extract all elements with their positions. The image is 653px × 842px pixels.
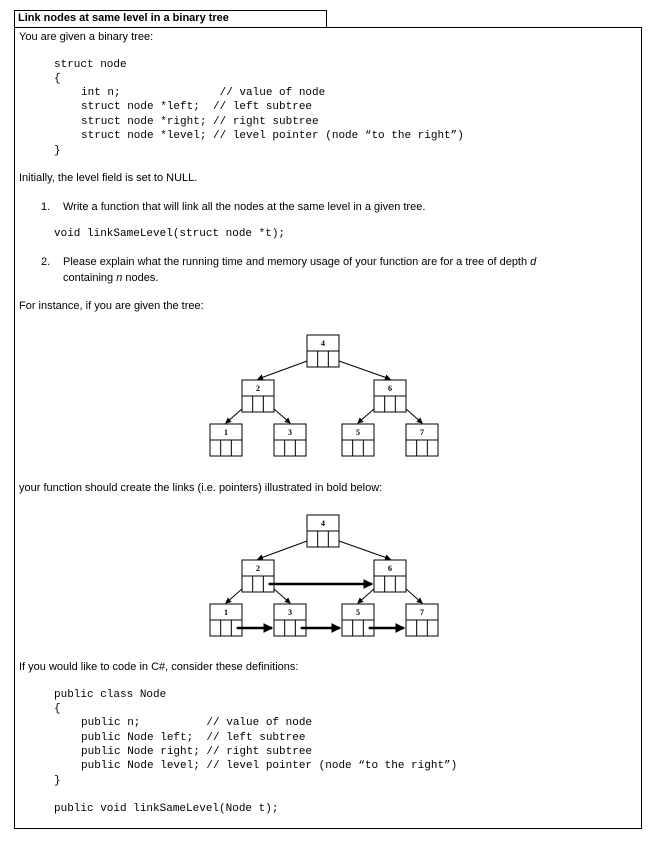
code-line: int n; // value of node xyxy=(81,87,326,99)
code-line: public Node level; // level pointer (node “to the right”) xyxy=(81,760,458,772)
node-value: 2 xyxy=(256,384,260,393)
code-line: { xyxy=(54,73,61,85)
code-line: { xyxy=(54,703,61,715)
node-value: 7 xyxy=(420,428,424,437)
cs-signature: public void linkSameLevel(Node t); xyxy=(54,803,279,815)
for-instance-text: For instance, if you are given the tree: xyxy=(19,300,204,312)
tree-node-rr xyxy=(406,424,438,456)
code-line: struct node xyxy=(54,59,127,71)
code-line: struct node *right; // right subtree xyxy=(81,116,319,128)
code-line: public n; // value of node xyxy=(81,717,313,729)
node-value: 5 xyxy=(356,428,360,437)
c-signature: void linkSameLevel(struct node *t); xyxy=(54,228,286,240)
child-pointer xyxy=(258,359,313,379)
item-number: 2. xyxy=(41,256,51,268)
intro-text: You are given a binary tree: xyxy=(19,31,154,43)
tree-node-rl xyxy=(342,424,374,456)
code-line: struct node *level; // level pointer (node “to the right”) xyxy=(81,130,464,142)
tree-node-lr xyxy=(274,604,306,636)
tree-node-root xyxy=(307,335,339,367)
node-value: 7 xyxy=(420,608,424,617)
tree-node-right xyxy=(374,380,406,412)
code-line: public Node left; // left subtree xyxy=(81,732,306,744)
result-note: your function should create the links (i.e. pointers) illustrated in bold below: xyxy=(19,482,383,494)
node-value: 3 xyxy=(288,428,292,437)
code-line: } xyxy=(54,775,61,787)
csharp-intro: If you would like to code in C#, consider these definitions: xyxy=(19,661,299,673)
tree-node-ll xyxy=(210,424,242,456)
item-text-part: nodes. xyxy=(122,272,159,284)
item-text: Write a function that will link all the nodes at the same level in a given tree. xyxy=(63,201,426,213)
node-value: 1 xyxy=(224,608,228,617)
node-value: 3 xyxy=(288,608,292,617)
tree-node-right xyxy=(374,560,406,592)
code-line: public Node right; // right subtree xyxy=(81,746,313,758)
child-pointer xyxy=(333,539,390,559)
node-value: 5 xyxy=(356,608,360,617)
tree-diagram-linked xyxy=(210,515,438,636)
tree-node-rr xyxy=(406,604,438,636)
var-n: n xyxy=(116,272,123,284)
tree-node-left xyxy=(242,380,274,412)
initial-note: Initially, the level field is set to NULL. xyxy=(19,172,198,184)
page-title: Link nodes at same level in a binary tree xyxy=(18,12,229,24)
node-value: 6 xyxy=(388,564,392,573)
tree-node-lr xyxy=(274,424,306,456)
node-value: 6 xyxy=(388,384,392,393)
item-number: 1. xyxy=(41,201,51,213)
tree-diagram-original xyxy=(210,335,438,456)
node-value: 4 xyxy=(321,339,325,348)
node-value: 4 xyxy=(321,519,325,528)
node-value: 1 xyxy=(224,428,228,437)
child-pointer xyxy=(258,539,313,559)
child-pointer xyxy=(333,359,390,379)
var-d: d xyxy=(530,256,537,268)
code-line: public class Node xyxy=(54,689,167,701)
code-line: struct node *left; // left subtree xyxy=(81,101,313,113)
item-text-part: Please explain what the running time and memory usage of your function are for a tree of depth xyxy=(63,256,531,268)
tree-node-ll xyxy=(210,604,242,636)
tree-node-left xyxy=(242,560,274,592)
node-value: 2 xyxy=(256,564,260,573)
tree-node-root xyxy=(307,515,339,547)
item-text-part: containing xyxy=(63,272,117,284)
code-line: } xyxy=(54,145,61,157)
tree-node-rl xyxy=(342,604,374,636)
